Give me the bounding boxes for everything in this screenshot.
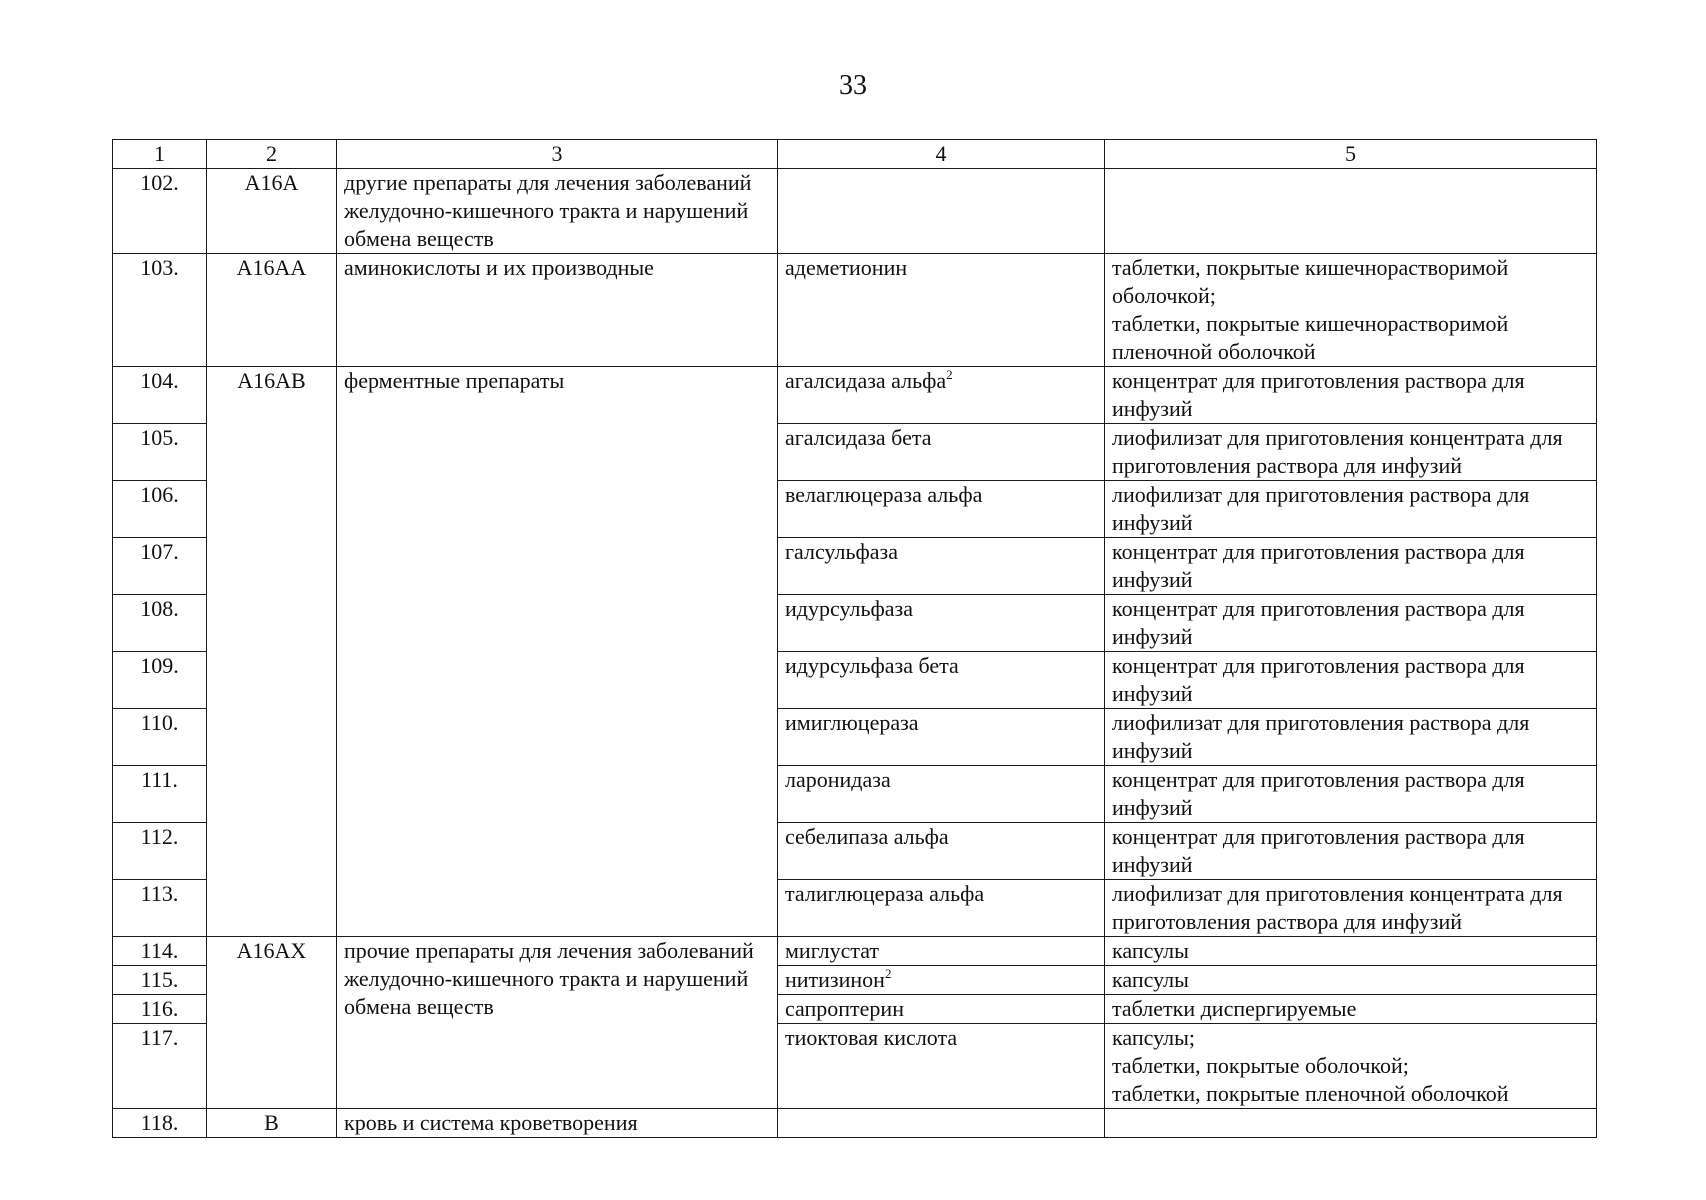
drug-name: имиглюцераза — [778, 709, 1105, 766]
dosage-form: концентрат для приготовления раствора для инфузий — [1105, 367, 1597, 424]
header-cell-1: 1 — [113, 140, 207, 169]
anatomical-group-name: другие препараты для лечения заболеваний желудочно-кишечного тракта и нарушений обмена веществ — [337, 169, 778, 254]
drug-name — [778, 1109, 1105, 1138]
anatomical-group-name: кровь и система кроветворения — [337, 1109, 778, 1138]
drug-name-text: нитизинон — [785, 967, 885, 992]
dosage-form: капсулы — [1105, 966, 1597, 995]
row-number: 118. — [113, 1109, 207, 1138]
dosage-form — [1105, 169, 1597, 254]
header-cell-3: 3 — [337, 140, 778, 169]
drug-name: тиоктовая кислота — [778, 1024, 1105, 1109]
dosage-form-line: капсулы; — [1112, 1025, 1195, 1050]
anatomical-group-name: ферментные препараты — [337, 367, 778, 937]
table-row — [113, 169, 1597, 254]
atc-code: A16A — [207, 169, 337, 254]
row-number: 102. — [113, 169, 207, 254]
table-row — [113, 367, 1597, 424]
drug-name: идурсульфаза бета — [778, 652, 1105, 709]
dosage-form: капсулы — [1105, 937, 1597, 966]
row-number: 104. — [113, 367, 207, 424]
dosage-form: концентрат для приготовления раствора для инфузий — [1105, 595, 1597, 652]
row-number: 117. — [113, 1024, 207, 1109]
dosage-form: лиофилизат для приготовления концентрата для приготовления раствора для инфузий — [1105, 424, 1597, 481]
table-row — [113, 1109, 1597, 1138]
dosage-form: концентрат для приготовления раствора для инфузий — [1105, 652, 1597, 709]
drug-name: талиглюцераза альфа — [778, 880, 1105, 937]
dosage-form — [1105, 254, 1597, 367]
drug-name: идурсульфаза — [778, 595, 1105, 652]
drug-name: себелипаза альфа — [778, 823, 1105, 880]
row-number: 107. — [113, 538, 207, 595]
header-cell-5: 5 — [1105, 140, 1597, 169]
row-number: 109. — [113, 652, 207, 709]
row-number: 110. — [113, 709, 207, 766]
footnote-mark: 2 — [946, 367, 953, 382]
row-number: 112. — [113, 823, 207, 880]
row-number: 111. — [113, 766, 207, 823]
atc-code: B — [207, 1109, 337, 1138]
atc-code: A16AX — [207, 937, 337, 1109]
dosage-form: концентрат для приготовления раствора для инфузий — [1105, 538, 1597, 595]
table-row — [113, 254, 1597, 367]
row-number: 113. — [113, 880, 207, 937]
dosage-form-line: таблетки, покрытые кишечнорастворимой оболочкой; — [1112, 255, 1509, 308]
dosage-form: концентрат для приготовления раствора для инфузий — [1105, 823, 1597, 880]
dosage-form — [1105, 1024, 1597, 1109]
drug-name: галсульфаза — [778, 538, 1105, 595]
drug-name: агалсидаза бета — [778, 424, 1105, 481]
dosage-form-line: таблетки, покрытые оболочкой; — [1112, 1053, 1409, 1078]
header-cell-2: 2 — [207, 140, 337, 169]
medications-table — [112, 139, 1597, 1138]
dosage-form-line: таблетки, покрытые кишечнорастворимой пленочной оболочкой — [1112, 311, 1509, 364]
dosage-form: лиофилизат для приготовления раствора для инфузий — [1105, 481, 1597, 538]
dosage-form-line: таблетки, покрытые пленочной оболочкой — [1112, 1081, 1509, 1106]
drug-name: сапроптерин — [778, 995, 1105, 1024]
drug-name: велаглюцераза альфа — [778, 481, 1105, 538]
header-cell-4: 4 — [778, 140, 1105, 169]
row-number: 105. — [113, 424, 207, 481]
drug-name — [778, 966, 1105, 995]
dosage-form: лиофилизат для приготовления раствора для инфузий — [1105, 709, 1597, 766]
row-number: 103. — [113, 254, 207, 367]
drug-name — [778, 169, 1105, 254]
page-number: 33 — [839, 70, 867, 101]
anatomical-group-name: прочие препараты для лечения заболеваний желудочно-кишечного тракта и нарушений обмена веществ — [337, 937, 778, 1109]
row-number: 108. — [113, 595, 207, 652]
atc-code: A16AB — [207, 367, 337, 937]
anatomical-group-name: аминокислоты и их производные — [337, 254, 778, 367]
drug-name: ларонидаза — [778, 766, 1105, 823]
table-row — [113, 937, 1597, 966]
drug-name — [778, 367, 1105, 424]
row-number: 115. — [113, 966, 207, 995]
row-number: 114. — [113, 937, 207, 966]
drug-name: миглустат — [778, 937, 1105, 966]
row-number: 116. — [113, 995, 207, 1024]
atc-code: A16AA — [207, 254, 337, 367]
row-number: 106. — [113, 481, 207, 538]
dosage-form: лиофилизат для приготовления концентрата для приготовления раствора для инфузий — [1105, 880, 1597, 937]
header-row — [113, 140, 1597, 169]
drug-name-text: агалсидаза альфа — [785, 368, 947, 393]
dosage-form: концентрат для приготовления раствора для инфузий — [1105, 766, 1597, 823]
drug-name: адеметионин — [778, 254, 1105, 367]
dosage-form: таблетки диспергируемые — [1105, 995, 1597, 1024]
dosage-form — [1105, 1109, 1597, 1138]
footnote-mark: 2 — [884, 966, 892, 981]
